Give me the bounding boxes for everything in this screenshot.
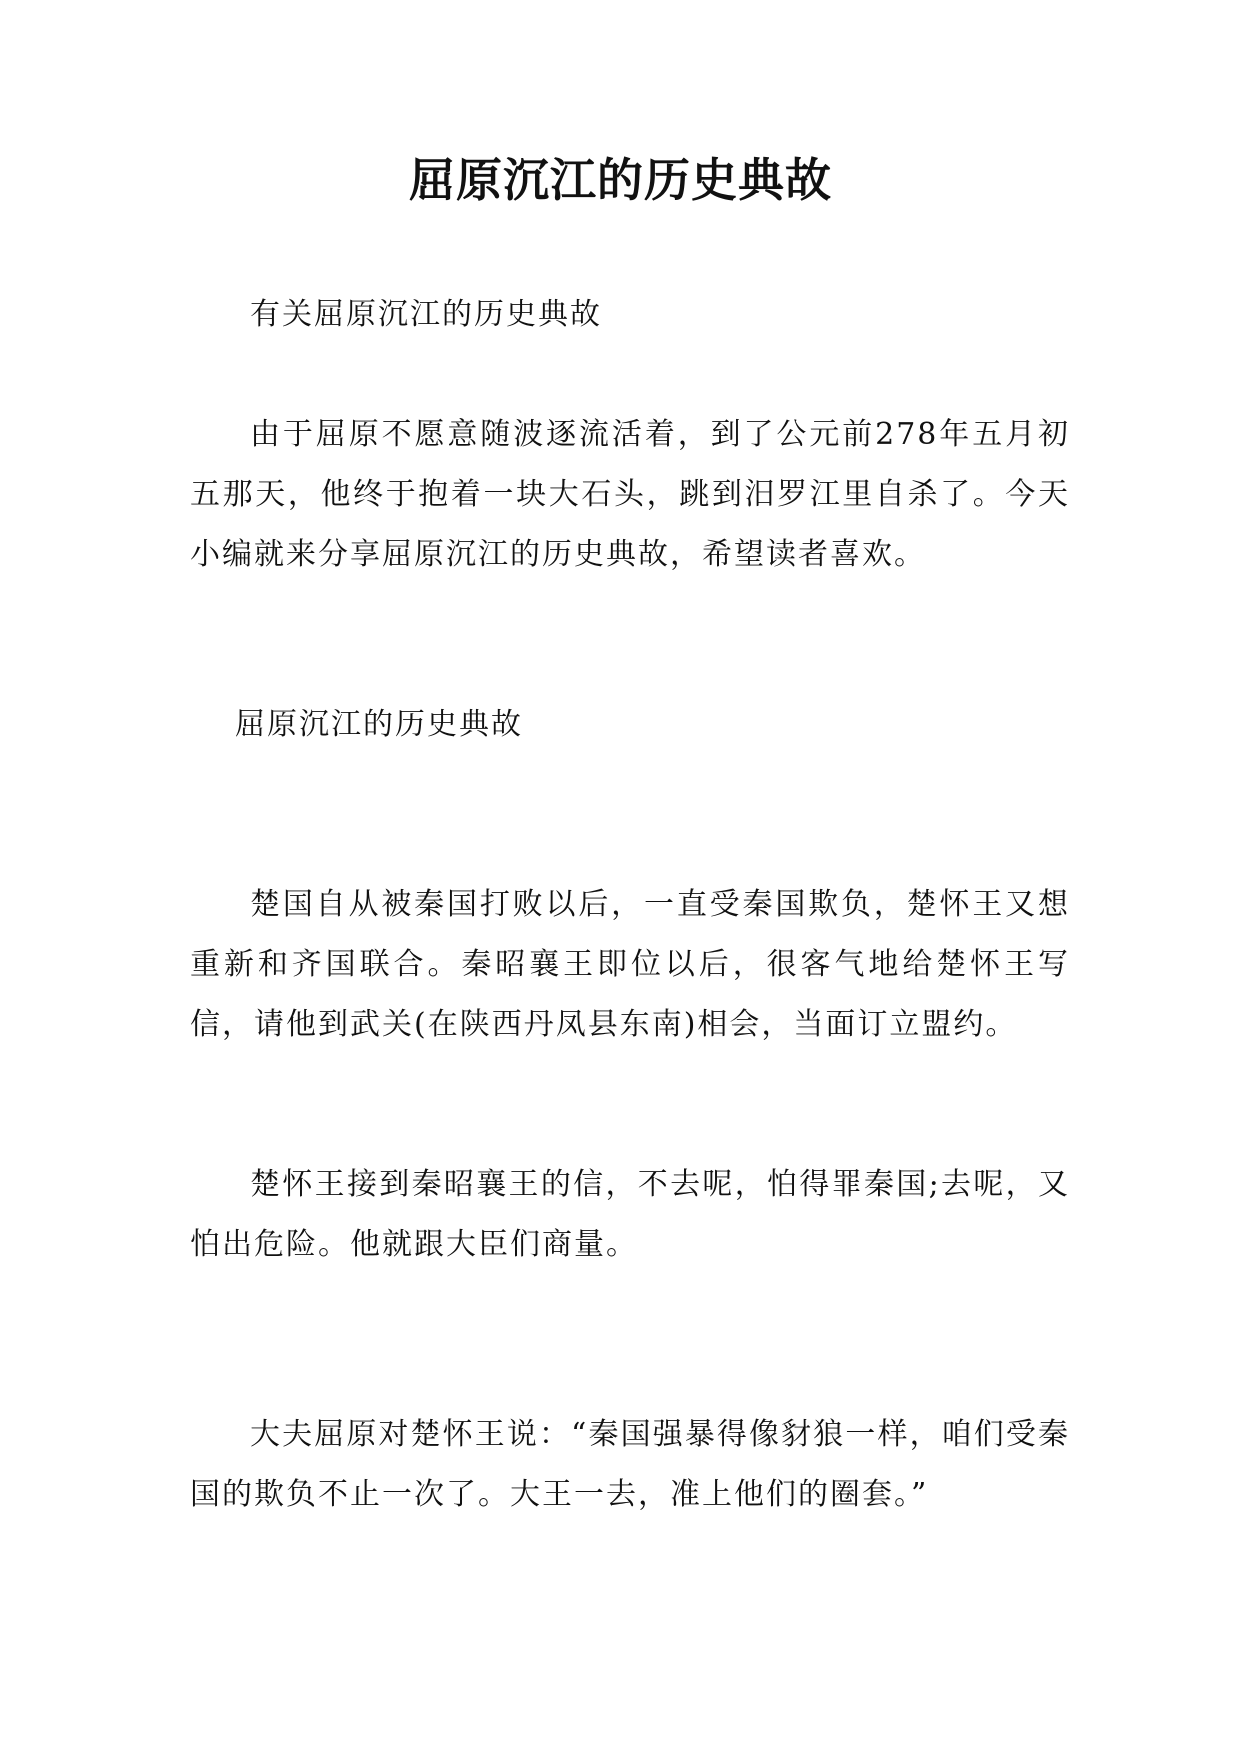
paragraph-intro: 由于屈原不愿意随波逐流活着，到了公元前278年五月初五那天，他终于抱着一块大石头，跳到汨罗江里自杀了。今天小编就来分享屈原沉江的历史典故，希望读者喜欢。 <box>190 417 1070 572</box>
paragraph-body: 楚怀王接到秦昭襄王的信，不去呢，怕得罪秦国;去呢，又怕出危险。他就跟大臣们商量。 <box>190 1167 1070 1262</box>
paragraph-subtitle: 有关屈原沉江的历史典故 <box>250 297 602 332</box>
document-title: 屈原沉江的历史典故 <box>409 153 832 207</box>
paragraph-body: 楚国自从被秦国打败以后，一直受秦国欺负，楚怀王又想重新和齐国联合。秦昭襄王即位以后，很客气地给楚怀王写信，请他到武关(在陕西丹凤县东南)相会，当面订立盟约。 <box>190 887 1070 1042</box>
paragraph-section-heading: 屈原沉江的历史典故 <box>235 707 523 742</box>
paragraph-body: 大夫屈原对楚怀王说：“秦国强暴得像豺狼一样，咱们受秦国的欺负不止一次了。大王一去，准上他们的圈套。” <box>190 1417 1070 1512</box>
